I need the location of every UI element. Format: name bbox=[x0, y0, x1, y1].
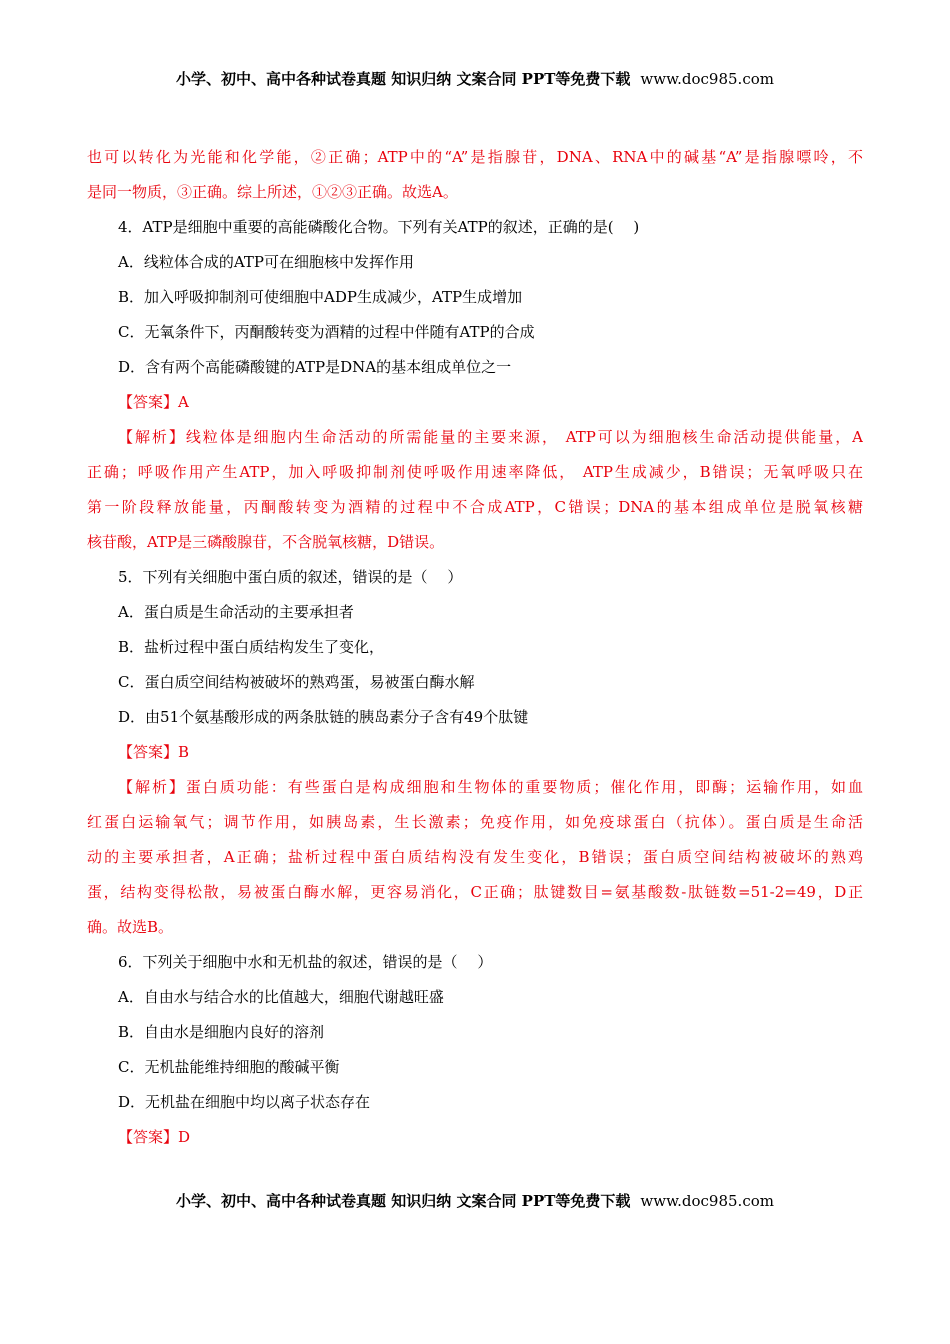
q6-option-c: C．无机盐能维持细胞的酸碱平衡 bbox=[118, 1058, 340, 1076]
q5-analysis-line: 蛋，结构变得松散，易被蛋白酶水解，更容易消化，C正确；肽键数目=氨基酸数-肽链数=51-2=49，D正 bbox=[87, 883, 863, 901]
footer-text: 小学、初中、高中各种试卷真题 知识归纳 文案合同 PPT等免费下载 bbox=[176, 1192, 631, 1210]
page-footer bbox=[0, 1190, 950, 1211]
q5-analysis-line: 确。故选B。 bbox=[87, 918, 174, 936]
question-5-stem: 5．下列有关细胞中蛋白质的叙述，错误的是（ ） bbox=[118, 568, 463, 586]
question-6-stem: 6．下列关于细胞中水和无机盐的叙述，错误的是（ ） bbox=[118, 953, 493, 971]
q4-option-b: B．加入呼吸抑制剂可使细胞中ADP生成减少，ATP生成增加 bbox=[118, 288, 523, 306]
q5-option-d: D．由51个氨基酸形成的两条肽链的胰岛素分子含有49个肽键 bbox=[118, 708, 529, 726]
carryover-line: 也可以转化为光能和化学能，②正确；ATP中的“A”是指腺苷，DNA、RNA中的碱基“A”是指腺嘌呤，不 bbox=[87, 148, 863, 166]
header-url[interactable]: www.doc985.com bbox=[640, 70, 774, 88]
q4-option-c: C．无氧条件下，丙酮酸转变为酒精的过程中伴随有ATP的合成 bbox=[118, 323, 535, 341]
header-text: 小学、初中、高中各种试卷真题 知识归纳 文案合同 PPT等免费下载 bbox=[176, 70, 631, 88]
q5-analysis-line: 动的主要承担者，A正确；盐析过程中蛋白质结构没有发生变化，B错误；蛋白质空间结构被破坏的熟鸡 bbox=[87, 848, 863, 866]
q5-analysis-line: 红蛋白运输氧气；调节作用，如胰岛素，生长激素；免疫作用，如免疫球蛋白（抗体）。蛋白质是生命活 bbox=[87, 813, 863, 831]
q6-answer: 【答案】D bbox=[118, 1128, 191, 1146]
q4-option-a: A．线粒体合成的ATP可在细胞核中发挥作用 bbox=[118, 253, 414, 271]
carryover-line: 是同一物质，③正确。综上所述，①②③正确。故选A。 bbox=[87, 183, 458, 201]
q6-option-b: B．自由水是细胞内良好的溶剂 bbox=[118, 1023, 325, 1041]
q4-analysis-line: 正确；呼吸作用产生ATP，加入呼吸抑制剂使呼吸作用速率降低， ATP生成减少，B错误；无氧呼吸只在 bbox=[87, 463, 863, 481]
q4-analysis-line: 第一阶段释放能量，丙酮酸转变为酒精的过程中不合成ATP，C错误；DNA的基本组成单位是脱氧核糖 bbox=[87, 498, 863, 516]
q6-option-d: D．无机盐在细胞中均以离子状态存在 bbox=[118, 1093, 371, 1111]
q5-answer: 【答案】B bbox=[118, 743, 190, 761]
question-4-stem: 4．ATP是细胞中重要的高能磷酸化合物。下列有关ATP的叙述，正确的是( ) bbox=[118, 218, 640, 236]
q6-option-a: A．自由水与结合水的比值越大，细胞代谢越旺盛 bbox=[118, 988, 444, 1006]
document-body bbox=[87, 140, 863, 1155]
q5-analysis-line: 【解析】蛋白质功能：有些蛋白是构成细胞和生物体的重要物质；催化作用，即酶；运输作用，如血 bbox=[118, 778, 863, 796]
q5-option-b: B．盐析过程中蛋白质结构发生了变化， bbox=[118, 638, 385, 656]
q5-option-a: A．蛋白质是生命活动的主要承担者 bbox=[118, 603, 354, 621]
q4-analysis-line: 核苷酸，ATP是三磷酸腺苷，不含脱氧核糖，D错误。 bbox=[87, 533, 445, 551]
footer-url[interactable]: www.doc985.com bbox=[640, 1192, 774, 1210]
q4-answer: 【答案】A bbox=[118, 393, 189, 411]
page-header bbox=[0, 68, 950, 89]
q5-option-c: C．蛋白质空间结构被破坏的熟鸡蛋，易被蛋白酶水解 bbox=[118, 673, 475, 691]
q4-analysis-line: 【解析】线粒体是细胞内生命活动的所需能量的主要来源， ATP可以为细胞核生命活动提供能量，A bbox=[118, 428, 863, 446]
q4-option-d: D．含有两个高能磷酸键的ATP是DNA的基本组成单位之一 bbox=[118, 358, 512, 376]
